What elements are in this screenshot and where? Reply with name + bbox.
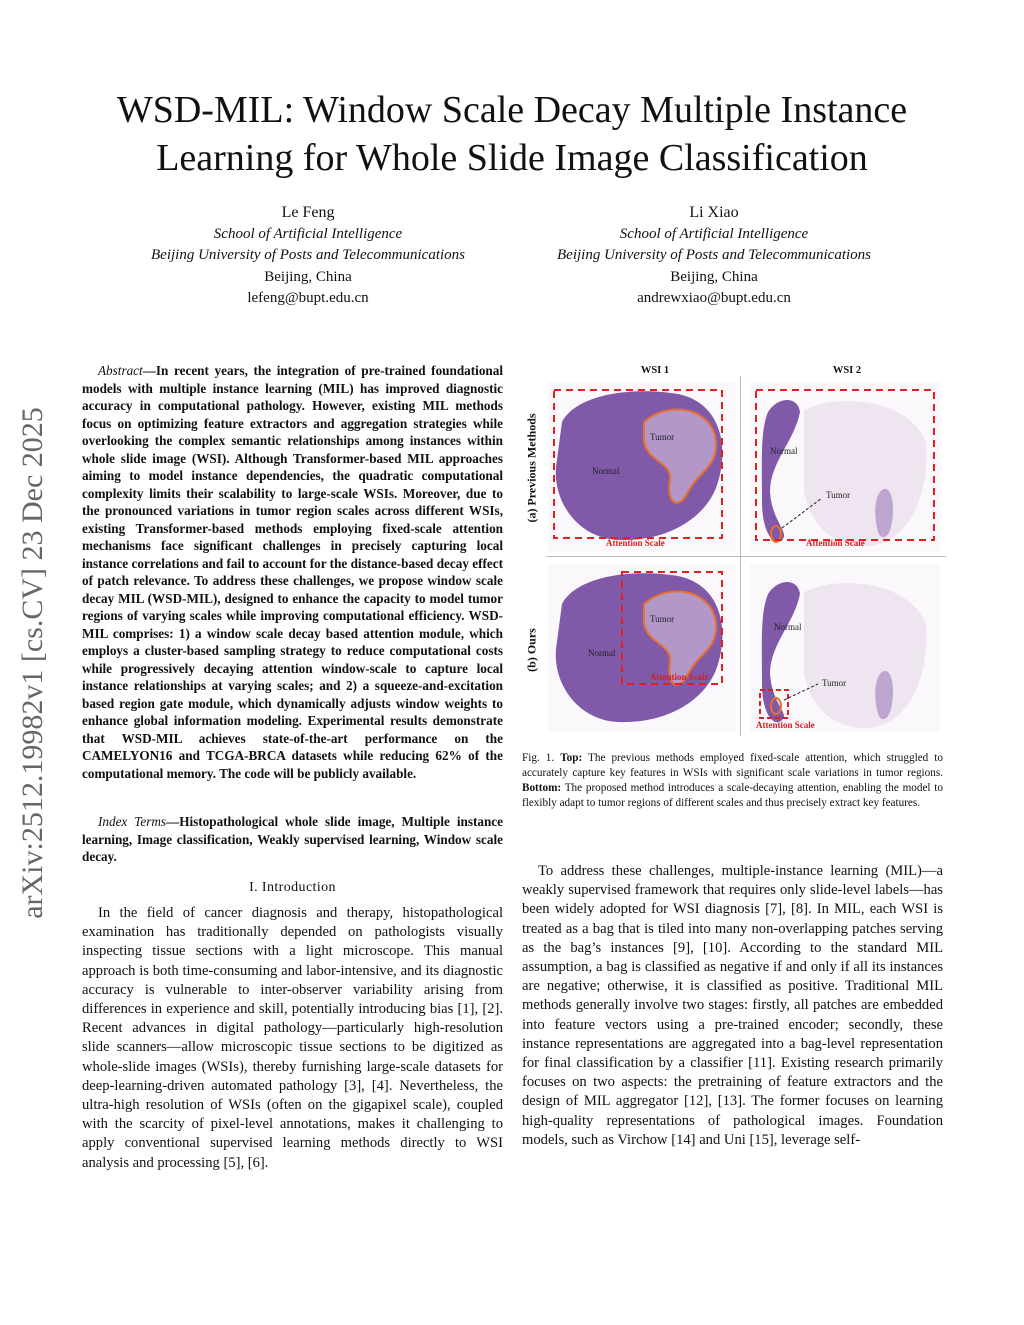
author-univ: Beijing University of Posts and Telecommunications — [151, 247, 465, 263]
wsi1-slide — [548, 382, 736, 552]
paper-title: WSD-MIL: Window Scale Decay Multiple Instance Learning for Whole Slide Image Classification — [116, 89, 908, 179]
intro-paragraph: In the field of cancer diagnosis and therapy, histopathological examination has traditionally depended on pathologists visually inspecting tissue sections with a light microscope. This manual approach is both time-consuming and labor-intensive, and its diagnostic accuracy is vulnerable to inter-observer variability arising from differences in experience and skill, potentially introducing bias [1], [2]. Recent advances in digital pathology—particularly high-resolution slide scanners—allow microscopic tissue sections to be digitized as whole-slide images (WSIs), thereby furnishing large-scale datasets for deep-learning-driven automated pathology [3], [4]. Nevertheless, the ultra-high resolution of WSIs (often on the gigapixel scale), coupled with the scarcity of pixel-level annotations, makes it challenging to apply conventional supervised learning methods directly to WSI analysis and processing [5], [6]. — [82, 905, 503, 1171]
figure-divider — [546, 556, 946, 557]
normal-label: Normal — [770, 446, 798, 456]
normal-label: Normal — [592, 466, 620, 476]
arxiv-id: arXiv:2512.19982v1 [cs.CV] 23 Dec 2025 — [16, 407, 49, 919]
arxiv-stamp — [8, 368, 58, 958]
attention-scale-label: Attention Scale — [806, 538, 865, 548]
panel-previous-wsi2 — [750, 382, 940, 552]
caption-top-text: The previous methods employed fixed-scale attention, which struggled to accurately capture key features in WSIs with significant scale variations in tumor regions. — [522, 752, 943, 779]
mil-paragraph: To address these challenges, multiple-instance learning (MIL)—a weakly supervised framework that requires only slide-level labels—has been widely adopted for WSI diagnosis [7], [8]. In MIL, each WSI is treated as a bag that is tiled into many non-overlapping patches serving as the bag’s instances [9], [10]. According to the standard MIL assumption, a bag is classified as negative if and only if all its instances are negative; otherwise, it is classified as positive. Traditional MIL methods generally involve two stages: firstly, all patches are embedded into feature vectors using a pre-trained encoder; secondly, these instance representations are aggregated into a bag-level representation for final classification by a classifier [11]. Existing research primarily focuses on two aspects: the pretraining of feature extractors and the design of MIL aggregator [12], [13]. The former focuses on learning high-quality representations of pathological images. Foundation models, such as Virchow [14] and Uni [15], leverage self- — [522, 863, 943, 1148]
figure-col-label: WSI 2 — [832, 365, 862, 376]
author-dept: School of Artificial Intelligence — [213, 225, 403, 242]
index-terms-label: Index Terms — [98, 814, 167, 829]
caption-bottom-text: The proposed method introduces a scale-decaying attention, enabling the model to flexibly adapt to tumor regions of different scales and thus precisely extract key features. — [522, 782, 943, 809]
panel-previous-wsi1 — [548, 382, 736, 552]
wsi1-slide — [548, 564, 736, 732]
figure-col-label: WSI 1 — [640, 365, 670, 376]
attention-scale-label: Attention Scale — [650, 672, 709, 682]
author-city: Beijing, China — [670, 268, 758, 285]
normal-label: Normal — [774, 622, 802, 632]
normal-label: Normal — [588, 648, 616, 658]
caption-prefix: Fig. 1. — [522, 752, 555, 764]
attention-scale-label: Attention Scale — [756, 720, 815, 730]
author-email: lefeng@bupt.edu.cn — [247, 290, 369, 306]
abstract — [82, 362, 503, 782]
author-city: Beijing, China — [264, 268, 352, 285]
wsi2-slide — [750, 382, 940, 552]
tumor-label: Tumor — [650, 432, 675, 442]
index-terms — [82, 813, 503, 866]
section-heading: I. Introduction — [249, 880, 336, 895]
figure-1 — [520, 362, 946, 738]
attention-scale-label: Attention Scale — [606, 538, 665, 548]
tumor-label: Tumor — [826, 490, 851, 500]
index-terms-text: —Histopathological whole slide image, Multiple instance learning, Image classification, Weakly supervised learning, Window scale decay. — [82, 814, 503, 864]
author-dept: School of Artificial Intelligence — [619, 225, 809, 242]
tumor-label: Tumor — [650, 614, 675, 624]
panel-ours-wsi2 — [750, 564, 940, 732]
author-name: Li Xiao — [689, 204, 739, 221]
wsi2-slide — [750, 564, 940, 732]
author-univ: Beijing University of Posts and Telecommunications — [557, 247, 871, 263]
author-email: andrewxiao@bupt.edu.cn — [637, 290, 791, 306]
panel-ours-wsi1 — [548, 564, 736, 732]
author-block-2 — [494, 202, 934, 310]
caption-bottom-label: Bottom: — [522, 782, 562, 794]
author-block-1 — [88, 202, 528, 310]
author-name: Le Feng — [281, 204, 335, 221]
figure-row-label: (a) Previous Methods — [524, 413, 539, 523]
tumor-label: Tumor — [822, 678, 847, 688]
caption-top-label: Top: — [560, 752, 583, 764]
abstract-label: Abstract — [98, 363, 143, 378]
figure-caption — [522, 751, 943, 811]
abstract-text: —In recent years, the integration of pre-trained foundational models with multiple instance learning (MIL) has improved diagnostic accuracy in computational pathology. However, existing MIL methods focus on optimizing feature extractors and aggregation strategies while overlooking the complex semantic relationships among instances within whole slide image (WSI). Although Transformer-based MIL approaches aiming to model instance dependencies, the quadratic computational complexity limits their scalability to large-scale WSIs. Moreover, due to the pronounced variations in tumor region scales across different WSIs, existing Transformer-based methods employing fixed-scale attention mechanisms face significant challenges in precisely capturing local instance correlations and fail to account for the distance-based decay effect of patch relevance. To address these challenges, we propose window scale decay MIL (WSD-MIL), designed to enhance the capacity to model tumor regions of varying scales while improving computational efficiency. WSD-MIL comprises: 1) a window scale decay based attention module, which employs a cluster-based sampling strategy to reduce computational costs while progressively decaying attention window-scale to capture local instance relationships at varying scales; and 2) a squeeze-and-excitation based region gate module, which dynamically adjusts window weights to enhance global information modeling. Experimental results demonstrate that WSD-MIL achieves state-of-the-art performance on the CAMELYON16 and TCGA-BRCA datasets while reducing 62% of the computational memory. The code will be publicly available. — [82, 363, 503, 781]
figure-row-label: (b) Ours — [524, 628, 539, 672]
